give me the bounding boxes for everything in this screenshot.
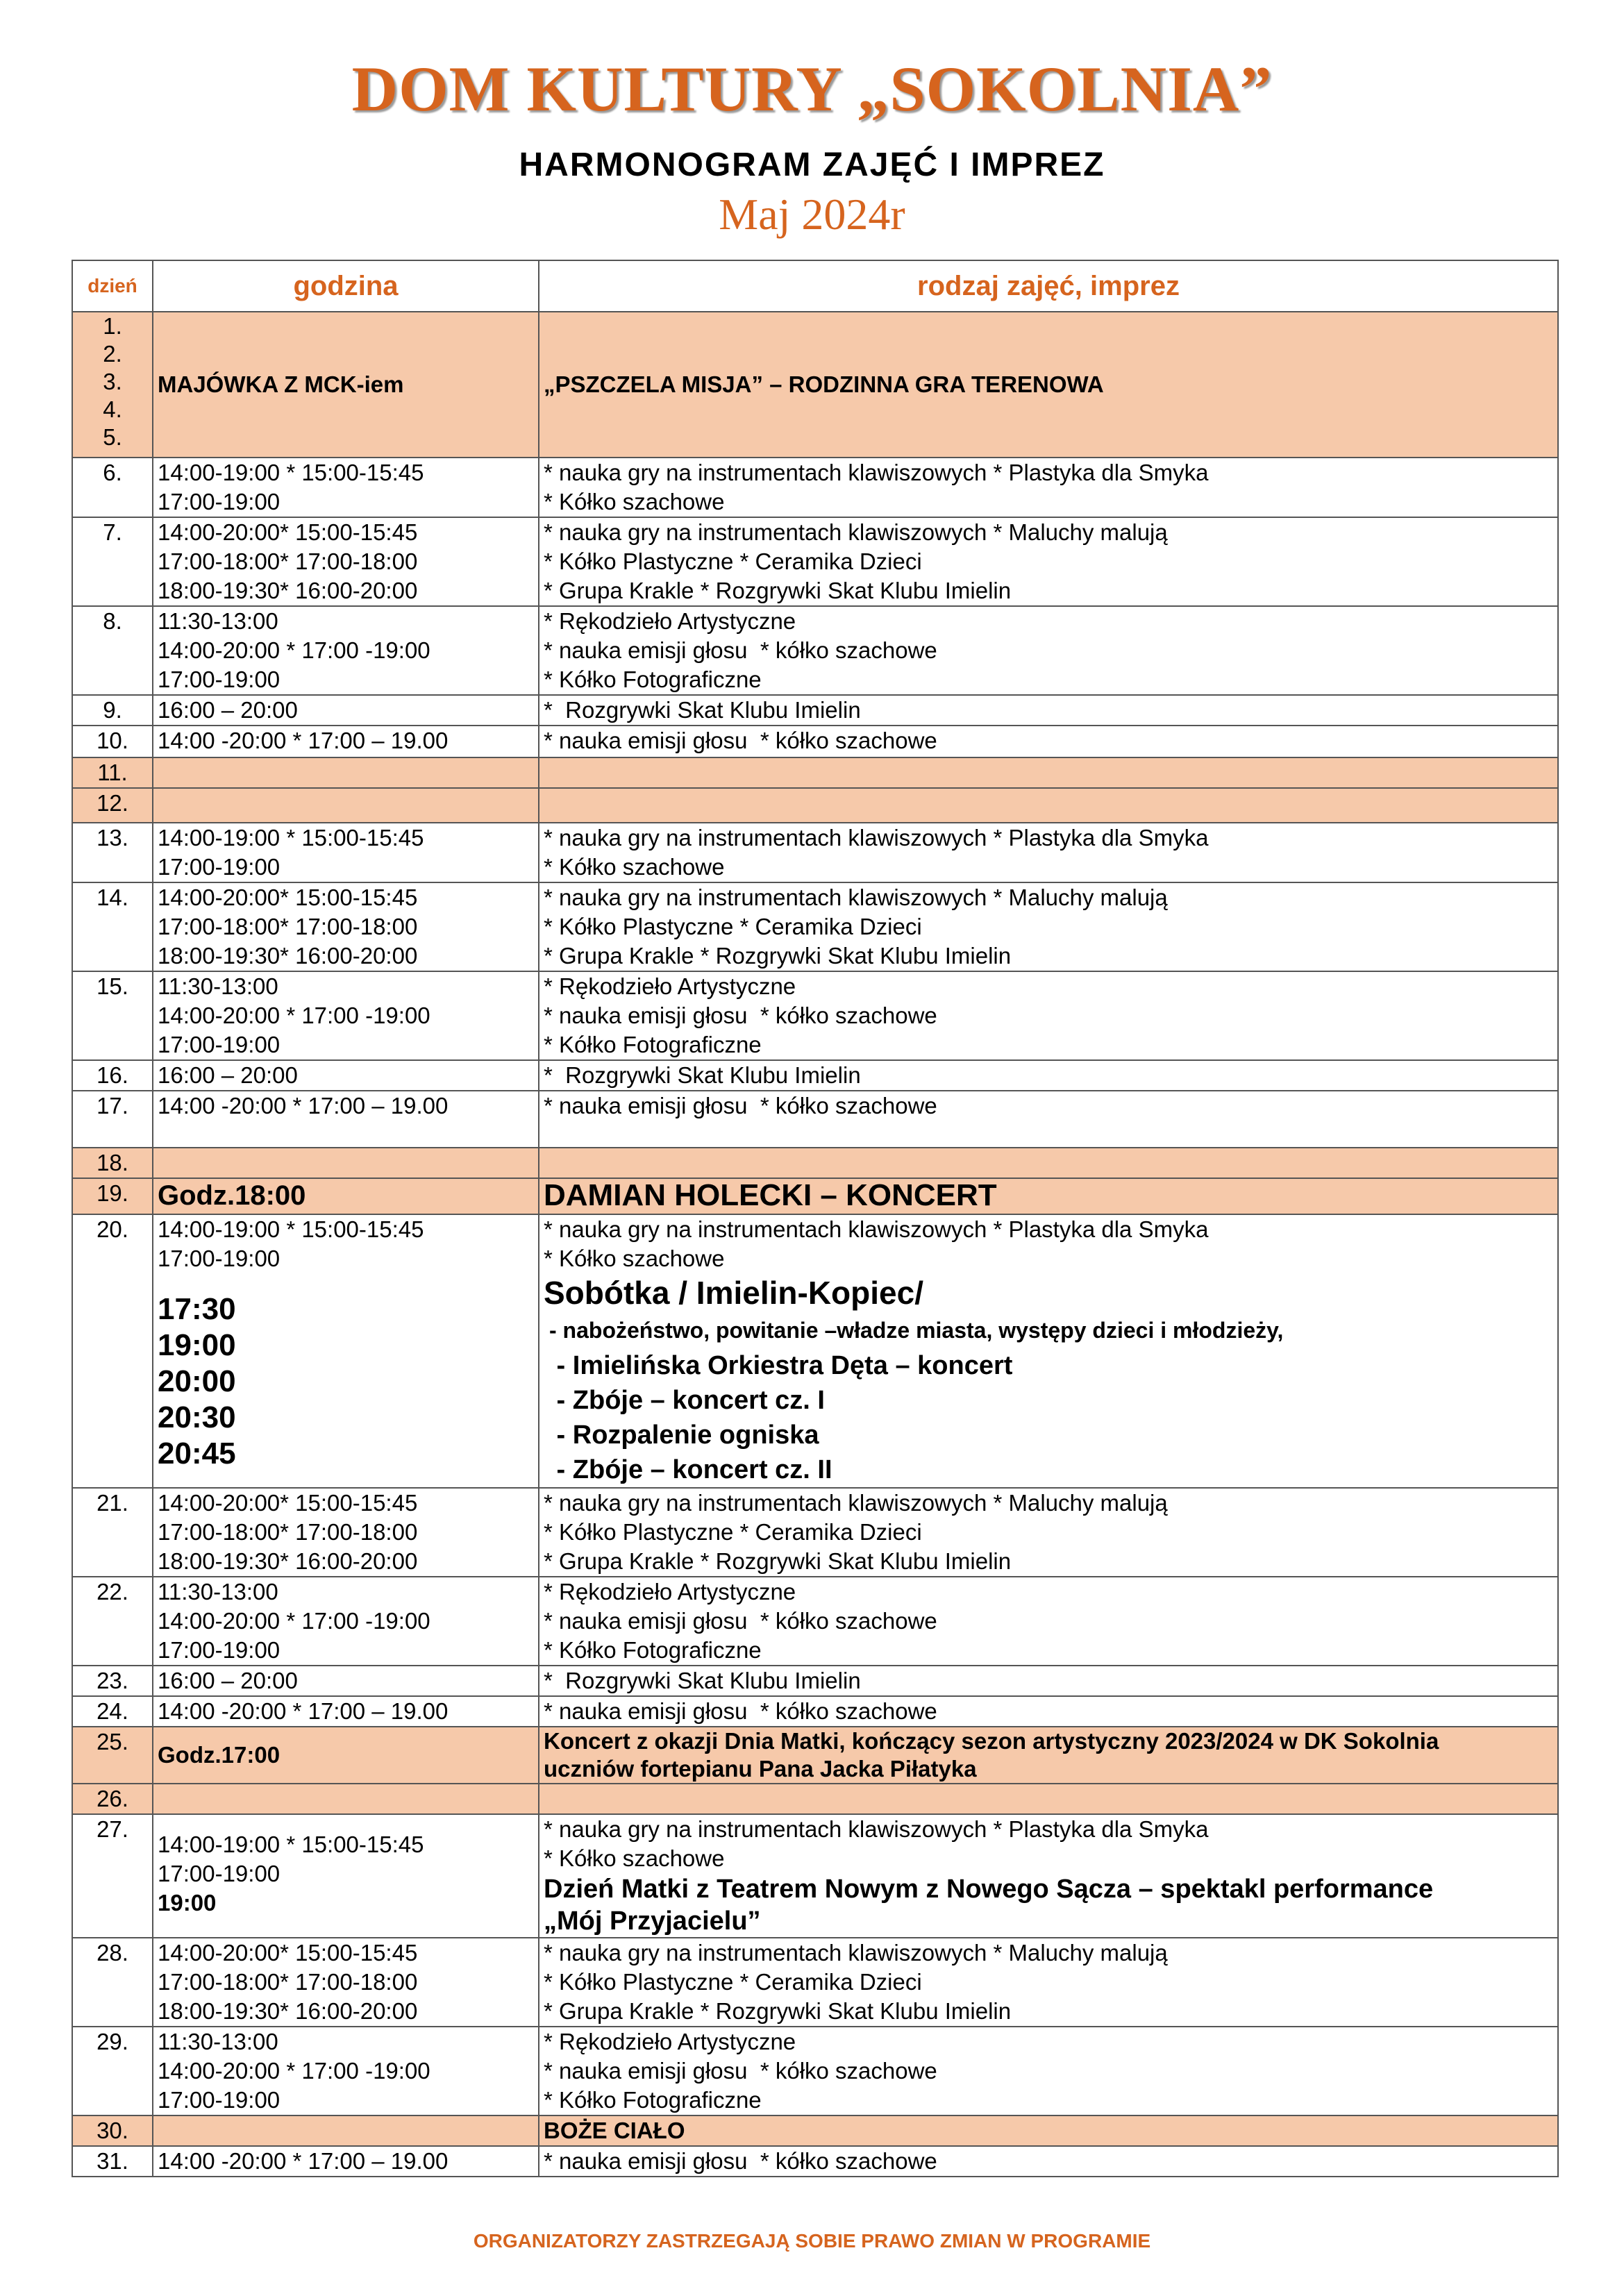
time-cell: 14:00-20:00* 15:00-15:45 17:00-18:00* 17:00-18:00 18:00-19:30* 16:00-20:00 (153, 1488, 539, 1577)
table-row (72, 1814, 1558, 1938)
table-row (72, 2146, 1558, 2177)
day-cell: 7. (72, 517, 153, 606)
activity-cell: DAMIAN HOLECKI – KONCERT (539, 1178, 1558, 1214)
time-cell: 16:00 – 20:00 (153, 1666, 539, 1696)
activity-cell: * Rękodzieło Artystyczne * nauka emisji głosu * kółko szachowe * Kółko Fotograficzne (539, 971, 1558, 1060)
time-cell: 11:30-13:00 14:00-20:00 * 17:00 -19:00 17:00-19:00 (153, 971, 539, 1060)
activity-cell (539, 788, 1558, 823)
activity-regular: * nauka gry na instrumentach klawiszowych * Plastyka dla Smyka * Kółko szachowe (544, 1216, 1209, 1271)
schedule-month: Maj 2024r (719, 190, 905, 239)
page-title: DOM KULTURY „SOKOLNIA” (351, 53, 1273, 124)
time-event: 17:30 19:00 20:00 20:30 20:45 (158, 1292, 236, 1470)
activity-cell: * Rękodzieło Artystyczne * nauka emisji głosu * kółko szachowe * Kółko Fotograficzne (539, 606, 1558, 695)
table-row (72, 788, 1558, 823)
time-cell (153, 1214, 539, 1488)
table-row (72, 1784, 1558, 1814)
event-program-item: - Zbóje – koncert cz. II (549, 1455, 832, 1484)
time-cell (153, 1814, 539, 1938)
day-cell: 29. (72, 2027, 153, 2115)
time-cell: 14:00 -20:00 * 17:00 – 19.00 (153, 1091, 539, 1148)
footer-note: ORGANIZATORZY ZASTRZEGAJĄ SOBIE PRAWO ZMIAN W PROGRAMIE (473, 2230, 1151, 2252)
day-cell: 17. (72, 1091, 153, 1148)
day-cell: 27. (72, 1814, 153, 1938)
day-cell: 30. (72, 2115, 153, 2146)
table-row (72, 726, 1558, 757)
activity-cell: * nauka gry na instrumentach klawiszowych * Plastyka dla Smyka * Kółko szachowe (539, 458, 1558, 517)
time-regular: 14:00-19:00 * 15:00-15:45 17:00-19:00 (158, 1216, 424, 1271)
table-row (72, 1091, 1558, 1148)
activity-cell: * Rozgrywki Skat Klubu Imielin (539, 695, 1558, 726)
activity-cell (539, 1814, 1558, 1938)
time-cell: 16:00 – 20:00 (153, 1060, 539, 1091)
column-header-time: godzina (153, 260, 539, 312)
table-row (72, 1696, 1558, 1727)
time-cell (153, 2115, 539, 2146)
day-cell: 23. (72, 1666, 153, 1696)
day-cell: 21. (72, 1488, 153, 1577)
activity-cell: BOŻE CIAŁO (539, 2115, 1558, 2146)
day-cell: 1. 2. 3. 4. 5. (72, 312, 153, 458)
day-cell: 14. (72, 882, 153, 971)
time-cell (153, 788, 539, 823)
day-cell: 24. (72, 1696, 153, 1727)
time-cell: 14:00-20:00* 15:00-15:45 17:00-18:00* 17:00-18:00 18:00-19:30* 16:00-20:00 (153, 882, 539, 971)
day-cell: 28. (72, 1938, 153, 2027)
day-cell: 18. (72, 1148, 153, 1178)
activity-cell: * nauka emisji głosu * kółko szachowe (539, 1091, 1558, 1148)
time-cell (153, 1148, 539, 1178)
table-row (72, 823, 1558, 882)
time-cell: 16:00 – 20:00 (153, 695, 539, 726)
time-cell: 14:00-20:00* 15:00-15:45 17:00-18:00* 17:00-18:00 18:00-19:30* 16:00-20:00 (153, 517, 539, 606)
activity-cell: * Rękodzieło Artystyczne * nauka emisji głosu * kółko szachowe * Kółko Fotograficzne (539, 2027, 1558, 2115)
activity-cell: * nauka gry na instrumentach klawiszowych * Maluchy malują * Kółko Plastyczne * Ceramika Dzieci * Grupa Krakle * Rozgrywki Skat Klubu Imielin (539, 1938, 1558, 2027)
table-row (72, 882, 1558, 971)
event-program-item: - Zbóje – koncert cz. I (549, 1386, 825, 1415)
event-program-item: - Imielińska Orkiestra Dęta – koncert (549, 1351, 1013, 1380)
activity-cell: * nauka emisji głosu * kółko szachowe (539, 2146, 1558, 2177)
time-cell (153, 1784, 539, 1814)
table-row (72, 1148, 1558, 1178)
day-cell: 10. (72, 726, 153, 757)
activity-cell (539, 1148, 1558, 1178)
day-cell: 13. (72, 823, 153, 882)
table-row (72, 971, 1558, 1060)
event-program-item: - Rozpalenie ogniska (549, 1421, 819, 1450)
time-event: 19:00 (158, 1890, 217, 1916)
activity-cell: * nauka emisji głosu * kółko szachowe (539, 726, 1558, 757)
column-header-activity: rodzaj zajęć, imprez (539, 260, 1558, 312)
day-cell: 6. (72, 458, 153, 517)
day-cell: 31. (72, 2146, 153, 2177)
time-cell: 11:30-13:00 14:00-20:00 * 17:00 -19:00 17:00-19:00 (153, 2027, 539, 2115)
activity-cell: * nauka gry na instrumentach klawiszowych * Plastyka dla Smyka * Kółko szachowe (539, 823, 1558, 882)
time-cell: 11:30-13:00 14:00-20:00 * 17:00 -19:00 17:00-19:00 (153, 1577, 539, 1666)
time-cell: 14:00-20:00* 15:00-15:45 17:00-18:00* 17:00-18:00 18:00-19:30* 16:00-20:00 (153, 1938, 539, 2027)
time-cell: 14:00 -20:00 * 17:00 – 19.00 (153, 2146, 539, 2177)
time-cell: 14:00-19:00 * 15:00-15:45 17:00-19:00 (153, 458, 539, 517)
table-row (72, 1938, 1558, 2027)
table-row (72, 1577, 1558, 1666)
table-row (72, 458, 1558, 517)
activity-cell: * Rozgrywki Skat Klubu Imielin (539, 1060, 1558, 1091)
activity-cell (539, 1784, 1558, 1814)
table-row (72, 606, 1558, 695)
table-row (72, 2115, 1558, 2146)
day-cell: 11. (72, 757, 153, 788)
activity-cell: * nauka gry na instrumentach klawiszowych * Maluchy malują * Kółko Plastyczne * Ceramika Dzieci * Grupa Krakle * Rozgrywki Skat Klubu Imielin (539, 517, 1558, 606)
table-row (72, 1060, 1558, 1091)
table-row (72, 517, 1558, 606)
table-row (72, 695, 1558, 726)
table-header-row (72, 260, 1558, 312)
day-cell: 8. (72, 606, 153, 695)
table-row (72, 312, 1558, 458)
event-title: Sobótka / Imielin-Kopiec/ (544, 1275, 923, 1311)
day-cell: 9. (72, 695, 153, 726)
table-row (72, 1666, 1558, 1696)
table-row (72, 1488, 1558, 1577)
activity-cell: * Rozgrywki Skat Klubu Imielin (539, 1666, 1558, 1696)
day-cell: 19. (72, 1178, 153, 1214)
activity-cell: * nauka gry na instrumentach klawiszowych * Maluchy malują * Kółko Plastyczne * Ceramika Dzieci * Grupa Krakle * Rozgrywki Skat Klubu Imielin (539, 882, 1558, 971)
activity-regular: * nauka gry na instrumentach klawiszowych * Plastyka dla Smyka * Kółko szachowe (544, 1816, 1209, 1871)
activity-cell: Koncert z okazji Dnia Matki, kończący sezon artystyczny 2023/2024 w DK Sokolnia uczniów fortepianu Pana Jacka Piłatyka (539, 1727, 1558, 1784)
day-cell: 22. (72, 1577, 153, 1666)
time-cell: Godz.17:00 (153, 1727, 539, 1784)
event-program-item: - nabożeństwo, powitanie –władze miasta, występy dzieci i młodzieży, (549, 1318, 1284, 1343)
time-cell: Godz.18:00 (153, 1178, 539, 1214)
activity-cell: „PSZCZELA MISJA” – RODZINNA GRA TERENOWA (539, 312, 1558, 458)
time-cell (153, 757, 539, 788)
time-cell: 14:00-19:00 * 15:00-15:45 17:00-19:00 (153, 823, 539, 882)
table-row (72, 2027, 1558, 2115)
time-cell: 14:00 -20:00 * 17:00 – 19.00 (153, 1696, 539, 1727)
time-cell: 11:30-13:00 14:00-20:00 * 17:00 -19:00 17:00-19:00 (153, 606, 539, 695)
table-row (72, 1727, 1558, 1784)
day-cell: 12. (72, 788, 153, 823)
day-cell: 16. (72, 1060, 153, 1091)
day-cell: 15. (72, 971, 153, 1060)
table-row (72, 1178, 1558, 1214)
activity-cell (539, 1214, 1558, 1488)
table-row (72, 757, 1558, 788)
day-cell: 25. (72, 1727, 153, 1784)
schedule-table (72, 260, 1559, 2177)
page-subtitle: HARMONOGRAM ZAJĘĆ I IMPREZ (519, 146, 1105, 183)
activity-cell: * Rękodzieło Artystyczne * nauka emisji głosu * kółko szachowe * Kółko Fotograficzne (539, 1577, 1558, 1666)
activity-event: Dzień Matki z Teatrem Nowym z Nowego Sącza – spektakl performance „Mój Przyjacielu” (544, 1875, 1434, 1936)
activity-cell (539, 757, 1558, 788)
time-cell: 14:00 -20:00 * 17:00 – 19.00 (153, 726, 539, 757)
time-regular: 14:00-19:00 * 15:00-15:45 17:00-19:00 (158, 1832, 424, 1886)
table-row (72, 1214, 1558, 1488)
column-header-day: dzień (72, 260, 153, 312)
activity-cell: * nauka emisji głosu * kółko szachowe (539, 1696, 1558, 1727)
activity-cell: * nauka gry na instrumentach klawiszowych * Maluchy malują * Kółko Plastyczne * Ceramika Dzieci * Grupa Krakle * Rozgrywki Skat Klubu Imielin (539, 1488, 1558, 1577)
day-cell: 26. (72, 1784, 153, 1814)
time-cell: MAJÓWKA Z MCK-iem (153, 312, 539, 458)
day-cell: 20. (72, 1214, 153, 1488)
